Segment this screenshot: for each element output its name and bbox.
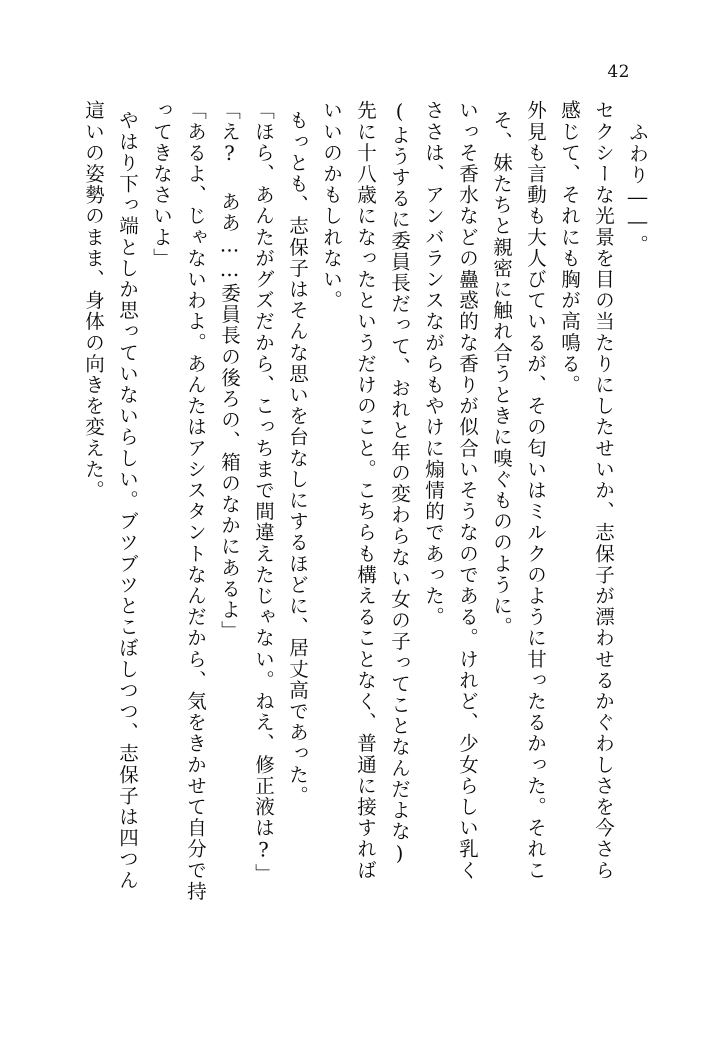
text-line: 「え? ああ……委員長の後ろの、箱のなかにあるよ」 bbox=[218, 100, 241, 642]
text-line: やはり下っ端としか思っていないらしい。ブツブツとこぼしつつ、志保子は四つん bbox=[116, 110, 139, 891]
text-line: もっとも、志保子はそんな思いを台なしにするほどに、居丈高であった。 bbox=[286, 110, 309, 807]
text-line: ふわり――。 bbox=[626, 122, 649, 256]
text-line: 感じて、それにも胸が高鳴る。 bbox=[558, 100, 581, 396]
text-line: 先に十八歳になったというだけのこと。こちらも構えることなく、普通に接すれば bbox=[354, 100, 377, 881]
text-line: 「ほら、あんたがグズだから、こっちまで間違えたじゃない。ねえ、修正液は?」 bbox=[252, 100, 275, 885]
text-line: ささは、アンバランスながらもやけに煽情的であった。 bbox=[422, 100, 445, 628]
text-line: ってきなさいよ」 bbox=[150, 100, 173, 269]
text-line: 「あるよ、じゃないわよ。あんたはアシスタントなんだから、気をきかせて自分で持 bbox=[184, 100, 207, 902]
page-number: 42 bbox=[607, 62, 630, 82]
text-line: 外見も言動も大人びているが、その匂いはミルクのように甘ったるかった。それこ bbox=[524, 100, 547, 881]
text-line: そ、妹たちと親密に触れ合うときに嗅ぐもののように。 bbox=[490, 110, 513, 638]
text-line: いいのかもしれない。 bbox=[320, 100, 343, 311]
text-line: セクシーな光景を目の当たりにしたせいか、志保子が漂わせるかぐわしさを今さら bbox=[592, 100, 615, 881]
page-body-text bbox=[62, 100, 654, 992]
text-line: 這いの姿勢のまま、身体の向きを変えた。 bbox=[82, 100, 105, 501]
text-line: いっそ香水などの蠱惑的な香りが似合いそうなのである。けれど、少女らしい乳く bbox=[456, 100, 479, 881]
text-line: (ようするに委員長だって、おれと年の変わらない女の子ってことなんだよな) bbox=[388, 100, 411, 867]
